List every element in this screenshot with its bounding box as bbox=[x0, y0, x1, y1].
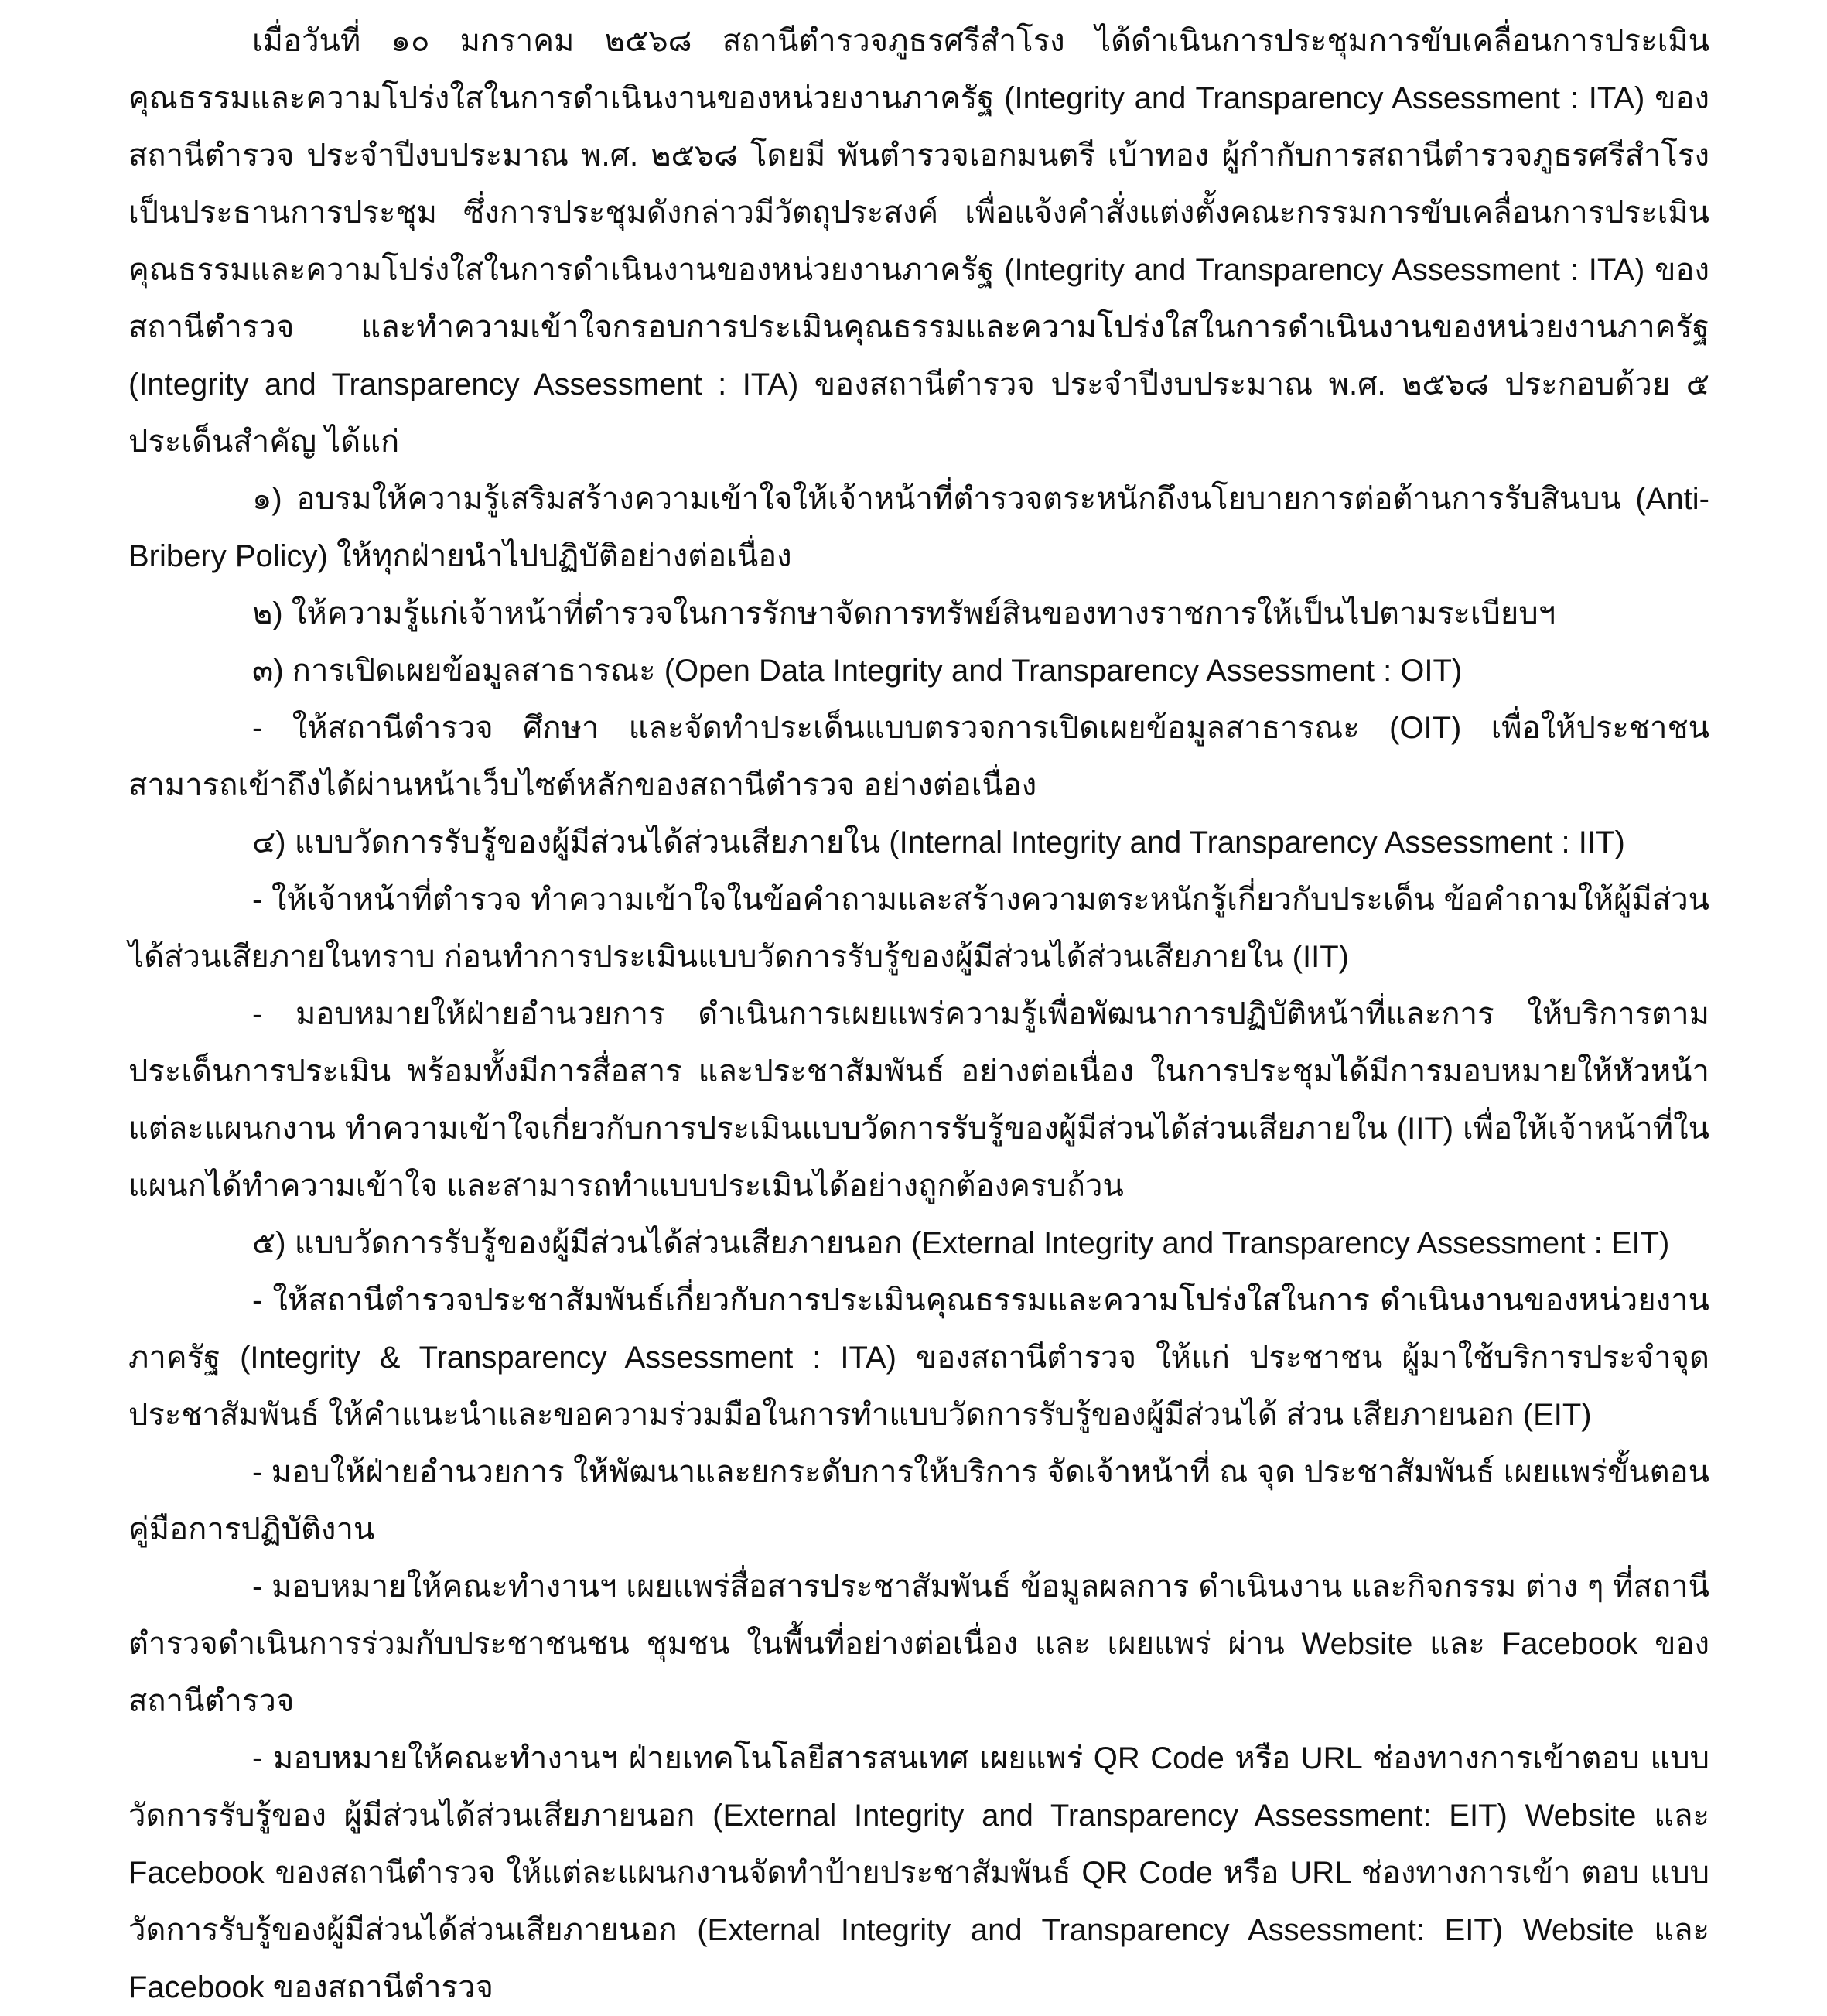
paragraph-item-1: ๑) อบรมให้ความรู้เสริมสร้างความเข้าใจให้เจ้าหน้าที่ตำรวจตระหนักถึงนโยบายการต่อต้านการรับสินบน (Anti-Bribery Policy) ให้ทุกฝ่ายนำไปปฏิบัติอย่างต่อเนื่อง bbox=[128, 482, 1709, 573]
paragraph-item-4: ๔) แบบวัดการรับรู้ของผู้มีส่วนได้ส่วนเสียภายใน (Internal Integrity and Transparency Assessment : IIT) bbox=[252, 825, 1625, 859]
paragraph-item-3-sub-1: - ให้สถานีตำรวจ ศึกษา และจัดทำประเด็นแบบตรวจการเปิดเผยข้อมูลสาธารณะ (OIT) เพื่อให้ประชาชนสามารถเข้าถึงได้ผ่านหน้าเว็บไซต์หลักของสถานีตำรวจ อย่างต่อเนื่อง bbox=[128, 711, 1709, 802]
paragraph-item-5-sub-3: - มอบหมายให้คณะทำงานฯ เผยแพร่สื่อสารประชาสัมพันธ์ ข้อมูลผลการ ดำเนินงาน และกิจกรรม ต่าง ๆ ที่สถานีตำรวจดำเนินการร่วมกับประชาชนชน ชุมชน ในพื้นที่อย่างต่อเนื่อง และ เผยแพร่ ผ่าน Website และ Facebook ของสถานีตำรวจ bbox=[128, 1570, 1710, 1718]
paragraph-item-5-sub-1: - ให้สถานีตำรวจประชาสัมพันธ์เกี่ยวกับการประเมินคุณธรรมและความโปร่งใสในการ ดำเนินงานของหน่วยงานภาครัฐ (Integrity & Transparency Assessment : ITA) ของสถานีตำรวจ ให้แก่ ประชาชน ผู้มาใช้บริการประจำจุดประชาสัมพันธ์ ให้คำแนะนำและขอความร่วมมือในการทำแบบวัดการรับรู้ของผู้มีส่วนได้ ส่วน เสียภายนอก (EIT) bbox=[128, 1283, 1709, 1432]
paragraph-item-2: ๒) ให้ความรู้แก่เจ้าหน้าที่ตำรวจในการรักษาจัดการทรัพย์สินของทางราชการให้เป็นไปตามระเบียบฯ bbox=[252, 596, 1556, 630]
paragraph-item-4-sub-1: - ให้เจ้าหน้าที่ตำรวจ ทำความเข้าใจในข้อคำถามและสร้างความตระหนักรู้เกี่ยวกับประเด็น ข้อคำถามให้ผู้มีส่วนได้ส่วนเสียภายในทราบ ก่อนทำการประเมินแบบวัดการรับรู้ของผู้มีส่วนได้ส่วนเสียภายใน (IIT) bbox=[128, 883, 1709, 974]
paragraph-item-5: ๕) แบบวัดการรับรู้ของผู้มีส่วนได้ส่วนเสียภายนอก (External Integrity and Transparency Assessment : EIT) bbox=[252, 1226, 1670, 1260]
document-body bbox=[128, 12, 1709, 2016]
paragraph-item-4-sub-2: - มอบหมายให้ฝ่ายอำนวยการ ดำเนินการเผยแพร่ความรู้เพื่อพัฒนาการปฏิบัติหน้าที่และการ ให้บริการตามประเด็นการประเมิน พร้อมทั้งมีการสื่อสาร และประชาสัมพันธ์ อย่างต่อเนื่อง ในการประชุมได้มีการมอบหมายให้หัวหน้าแต่ละแผนกงาน ทำความเข้าใจเกี่ยวกับการประเมินแบบวัดการรับรู้ของผู้มีส่วนได้ส่วนเสียภายใน (IIT) เพื่อให้เจ้าหน้าที่ในแผนกได้ทำความเข้าใจ และสามารถทำแบบประเมินได้อย่างถูกต้องครบถ้วน bbox=[128, 997, 1709, 1203]
paragraph-item-5-sub-4: - มอบหมายให้คณะทำงานฯ ฝ่ายเทคโนโลยีสารสนเทศ เผยแพร่ QR Code หรือ URL ช่องทางการเข้าตอบ แบบวัดการรับรู้ของ ผู้มีส่วนได้ส่วนเสียภายนอก (External Integrity and Transparency Assessment: EIT) Website และ Facebook ของสถานีตำรวจ ให้แต่ละแผนกงานจัดทำป้ายประชาสัมพันธ์ QR Code หรือ URL ช่องทางการเข้า ตอบ แบบวัดการรับรู้ของผู้มีส่วนได้ส่วนเสียภายนอก (External Integrity and Transparency Assessment: EIT) Website และ Facebook ของสถานีตำรวจ bbox=[128, 1741, 1709, 2004]
paragraph-item-5-sub-2: - มอบให้ฝ่ายอำนวยการ ให้พัฒนาและยกระดับการให้บริการ จัดเจ้าหน้าที่ ณ จุด ประชาสัมพันธ์ เผยแพร่ขั้นตอน คู่มือการปฏิบัติงาน bbox=[128, 1455, 1709, 1546]
paragraph-item-3: ๓) การเปิดเผยข้อมูลสาธารณะ (Open Data Integrity and Transparency Assessment : OIT) bbox=[252, 654, 1463, 688]
paragraph-intro: เมื่อวันที่ ๑๐ มกราคม ๒๕๖๘ สถานีตำรวจภูธรศรีสำโรง ได้ดำเนินการประชุมการขับเคลื่อนการประเมินคุณธรรมและความโปร่งใสในการดำเนินงานของหน่วยงานภาครัฐ (Integrity and Transparency Assessment : ITA) ของสถานีตำรวจ ประจำปีงบประมาณ พ.ศ. ๒๕๖๘ โดยมี พันตำรวจเอกมนตรี เบ้าทอง ผู้กำกับการสถานีตำรวจภูธรศรีสำโรง เป็นประธานการประชุม ซึ่งการประชุมดังกล่าวมีวัตถุประสงค์ เพื่อแจ้งคำสั่งแต่งตั้งคณะกรรมการขับเคลื่อนการประเมินคุณธรรมและความโปร่งใสในการดำเนินงานของหน่วยงานภาครัฐ (Integrity and Transparency Assessment : ITA) ของสถานีตำรวจ และทำความเข้าใจกรอบการประเมินคุณธรรมและความโปร่งใสในการดำเนินงานของหน่วยงานภาครัฐ (Integrity and Transparency Assessment : ITA) ของสถานีตำรวจ ประจำปีงบประมาณ พ.ศ. ๒๕๖๘ ประกอบด้วย ๕ ประเด็นสำคัญ ได้แก่ bbox=[128, 24, 1709, 459]
